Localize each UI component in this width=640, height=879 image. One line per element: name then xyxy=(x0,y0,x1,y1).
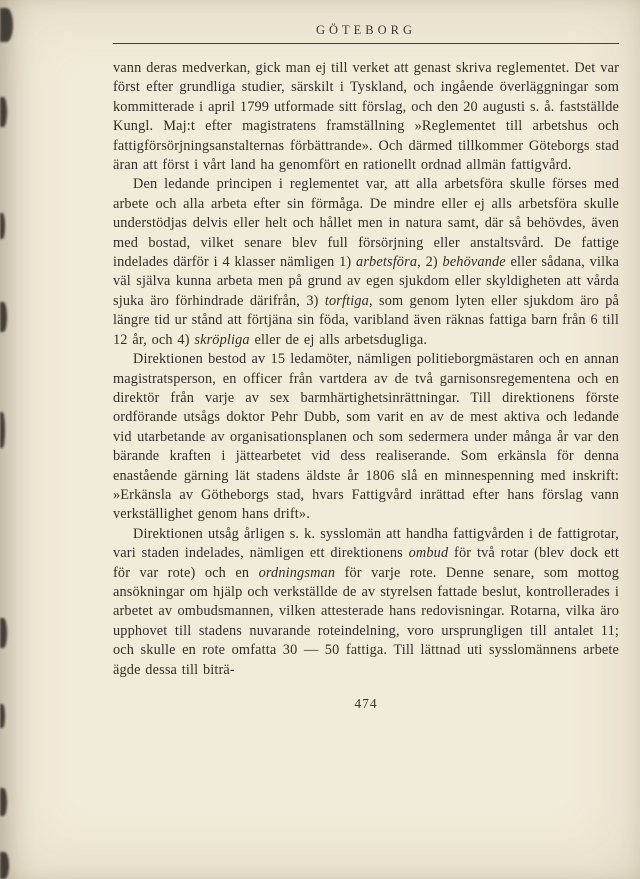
scan-artifact xyxy=(0,302,7,332)
text-run: Direktionen bestod av 15 ledamöter, nämligen politieborgmästaren och en annan magistratsperson, en officer från vartdera av de två garnisonsregementena och en direktör från varje av sex barmhärtighetsinrättningar. Till direktionens förste ordförande utsågs doktor Pehr Dubb, som varit en av de mest aktiva och ledande vid utarbetande av organisationsplanen och som sedermera under många år var den bärande kraften i jättearbetet vid dess realiserande. Som erkänsla för denna enastående gärning lät stadens äldste år 1806 slå en minnespenning med inskrift: »Erkänsla av Götheborgs stad, hvars Fattigvård inrättad efter hans förslag vann verkställighet genom hans drift». xyxy=(113,351,619,523)
running-header: GÖTEBORG xyxy=(315,23,417,37)
paragraph xyxy=(113,525,619,680)
scan-artifact xyxy=(0,618,7,648)
italic-term: ombud xyxy=(408,545,449,562)
scan-artifact xyxy=(0,97,7,127)
paragraph xyxy=(113,59,619,175)
text-run: eller de ej alls arbetsdugliga. xyxy=(249,331,428,348)
text-run: för två rotar (blev dock ett för var rote) och en xyxy=(113,545,619,581)
italic-term: behövande xyxy=(442,254,506,271)
text-run: för varje rote. Denne senare, som mottog ansökningar om hjälp och verkställde de av styrelsen fattade beslut, kontrollerades i arbetet av ombudsmannen, vilken attesterade hans redovisningar. Rotarna, vilka äro upphovet till stadens nuvarande roteindelning, voro ursprungligen till antalet 11; och skulle en rote omfatta 30 — 50 fattiga. Till lättnad uti sysslomännens arbete ägde dessa till biträ- xyxy=(113,564,619,678)
italic-term: arbetsföra xyxy=(356,254,418,271)
italic-term: skröpliga xyxy=(194,331,250,348)
italic-term: ordningsman xyxy=(258,564,336,581)
text-run: , 2) xyxy=(417,254,443,271)
scan-artifact xyxy=(0,8,13,42)
scan-artifact xyxy=(0,788,7,816)
page-content xyxy=(113,0,619,712)
text-run: eller sådana, vilka väl själva kunna arbeta men på grund av egen sjukdom eller skyldigheten att vårda sjuka äro förhindrade därifrån, 3) xyxy=(113,254,619,309)
scan-artifact xyxy=(0,412,5,448)
text-run: Den ledande principen i reglementet var, att alla arbetsföra skulle förses med arbete och alla arbeta efter sin förmåga. De mindre eller ej alls arbetsföra skulle understödjas delvis eller helt och hållet men in natura samt, där så behövdes, även med bostad, vilket senare blev full försörjning eller anstaltsvård. De fattige indelades därför i 4 klasser nämligen 1) xyxy=(113,176,619,271)
scan-artifact xyxy=(0,704,5,728)
paragraph xyxy=(113,175,619,350)
paragraph xyxy=(113,350,619,525)
italic-term: torftiga xyxy=(324,292,369,309)
text-run: vann deras medverkan, gick man ej till verket att genast skriva reglementet. Det var först efter grundliga studier, särskilt i Tyskland, och ingående överläggningar som kommitterade i april 1799 utformade sitt förslag, och den 20 augusti s. å. fastställde Kungl. Maj:t efter magistratens framställning »Reglementet till arbetshus och fattigförsörjningsanstalternas förbättrande». Och därmed tillkommer Göteborgs stad äran att först i vårt land ha genomfört en rationellt ordnad allmän fattigvård. xyxy=(113,60,619,174)
text-run: , som genom lyten eller sjukdom äro på längre tid ur stånd att förtjäna sin föda, varibland även räknas fattiga barn från 6 till 12 år, och 4) xyxy=(113,292,619,348)
page-number: 474 xyxy=(354,696,378,711)
scan-artifact xyxy=(0,213,5,239)
body-text xyxy=(113,59,619,680)
text-run: Direktionen utsåg årligen s. k. sysslomän att handha fattigvården i de fattigrotar, vari staden indelades, nämligen ett direktionens xyxy=(113,525,619,562)
scan-artifact xyxy=(0,852,9,879)
header-rule xyxy=(113,43,619,44)
